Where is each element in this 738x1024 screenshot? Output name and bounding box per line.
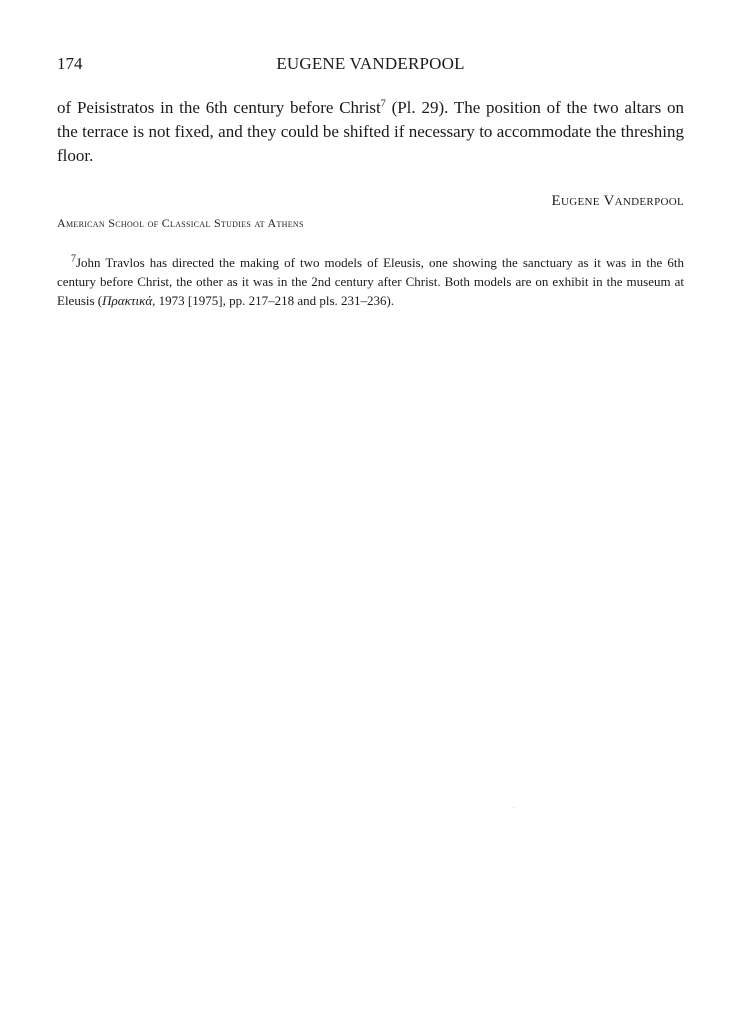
scan-speck (513, 807, 514, 808)
running-title: EUGENE VANDERPOOL (276, 54, 465, 73)
running-head (57, 54, 684, 78)
footnote-text-part: , 1973 [1975], pp. 217–218 and pls. 231–236). (152, 293, 395, 308)
body-text-part: (Pl. 29). The position of the two altars on the terrace is not fixed, and they could be shifted if necessary to accommodate the threshing floor. (57, 98, 684, 165)
footnote-reference: 7 (380, 98, 386, 110)
author-affiliation: American School of Classical Studies at Athens (57, 216, 304, 230)
footnote-marker: 7 (71, 253, 76, 265)
greek-title: Πρακτικά (102, 293, 153, 308)
page (57, 54, 684, 323)
page-number: 174 (57, 54, 83, 73)
footnote-text-part: John Travlos has directed the making of two models of Eleusis, one showing the sanctuary as it was in the 6th century before Christ, the other as it was in the 2nd century after Christ. Both models are on exhibit in the museum at Eleusis ( (57, 255, 684, 308)
body-paragraph (57, 96, 684, 168)
body-text-part: of Peisistratos in the 6th century before Christ (57, 98, 381, 117)
author-signature: Eugene Vanderpool (551, 193, 684, 209)
footnote (57, 253, 684, 310)
